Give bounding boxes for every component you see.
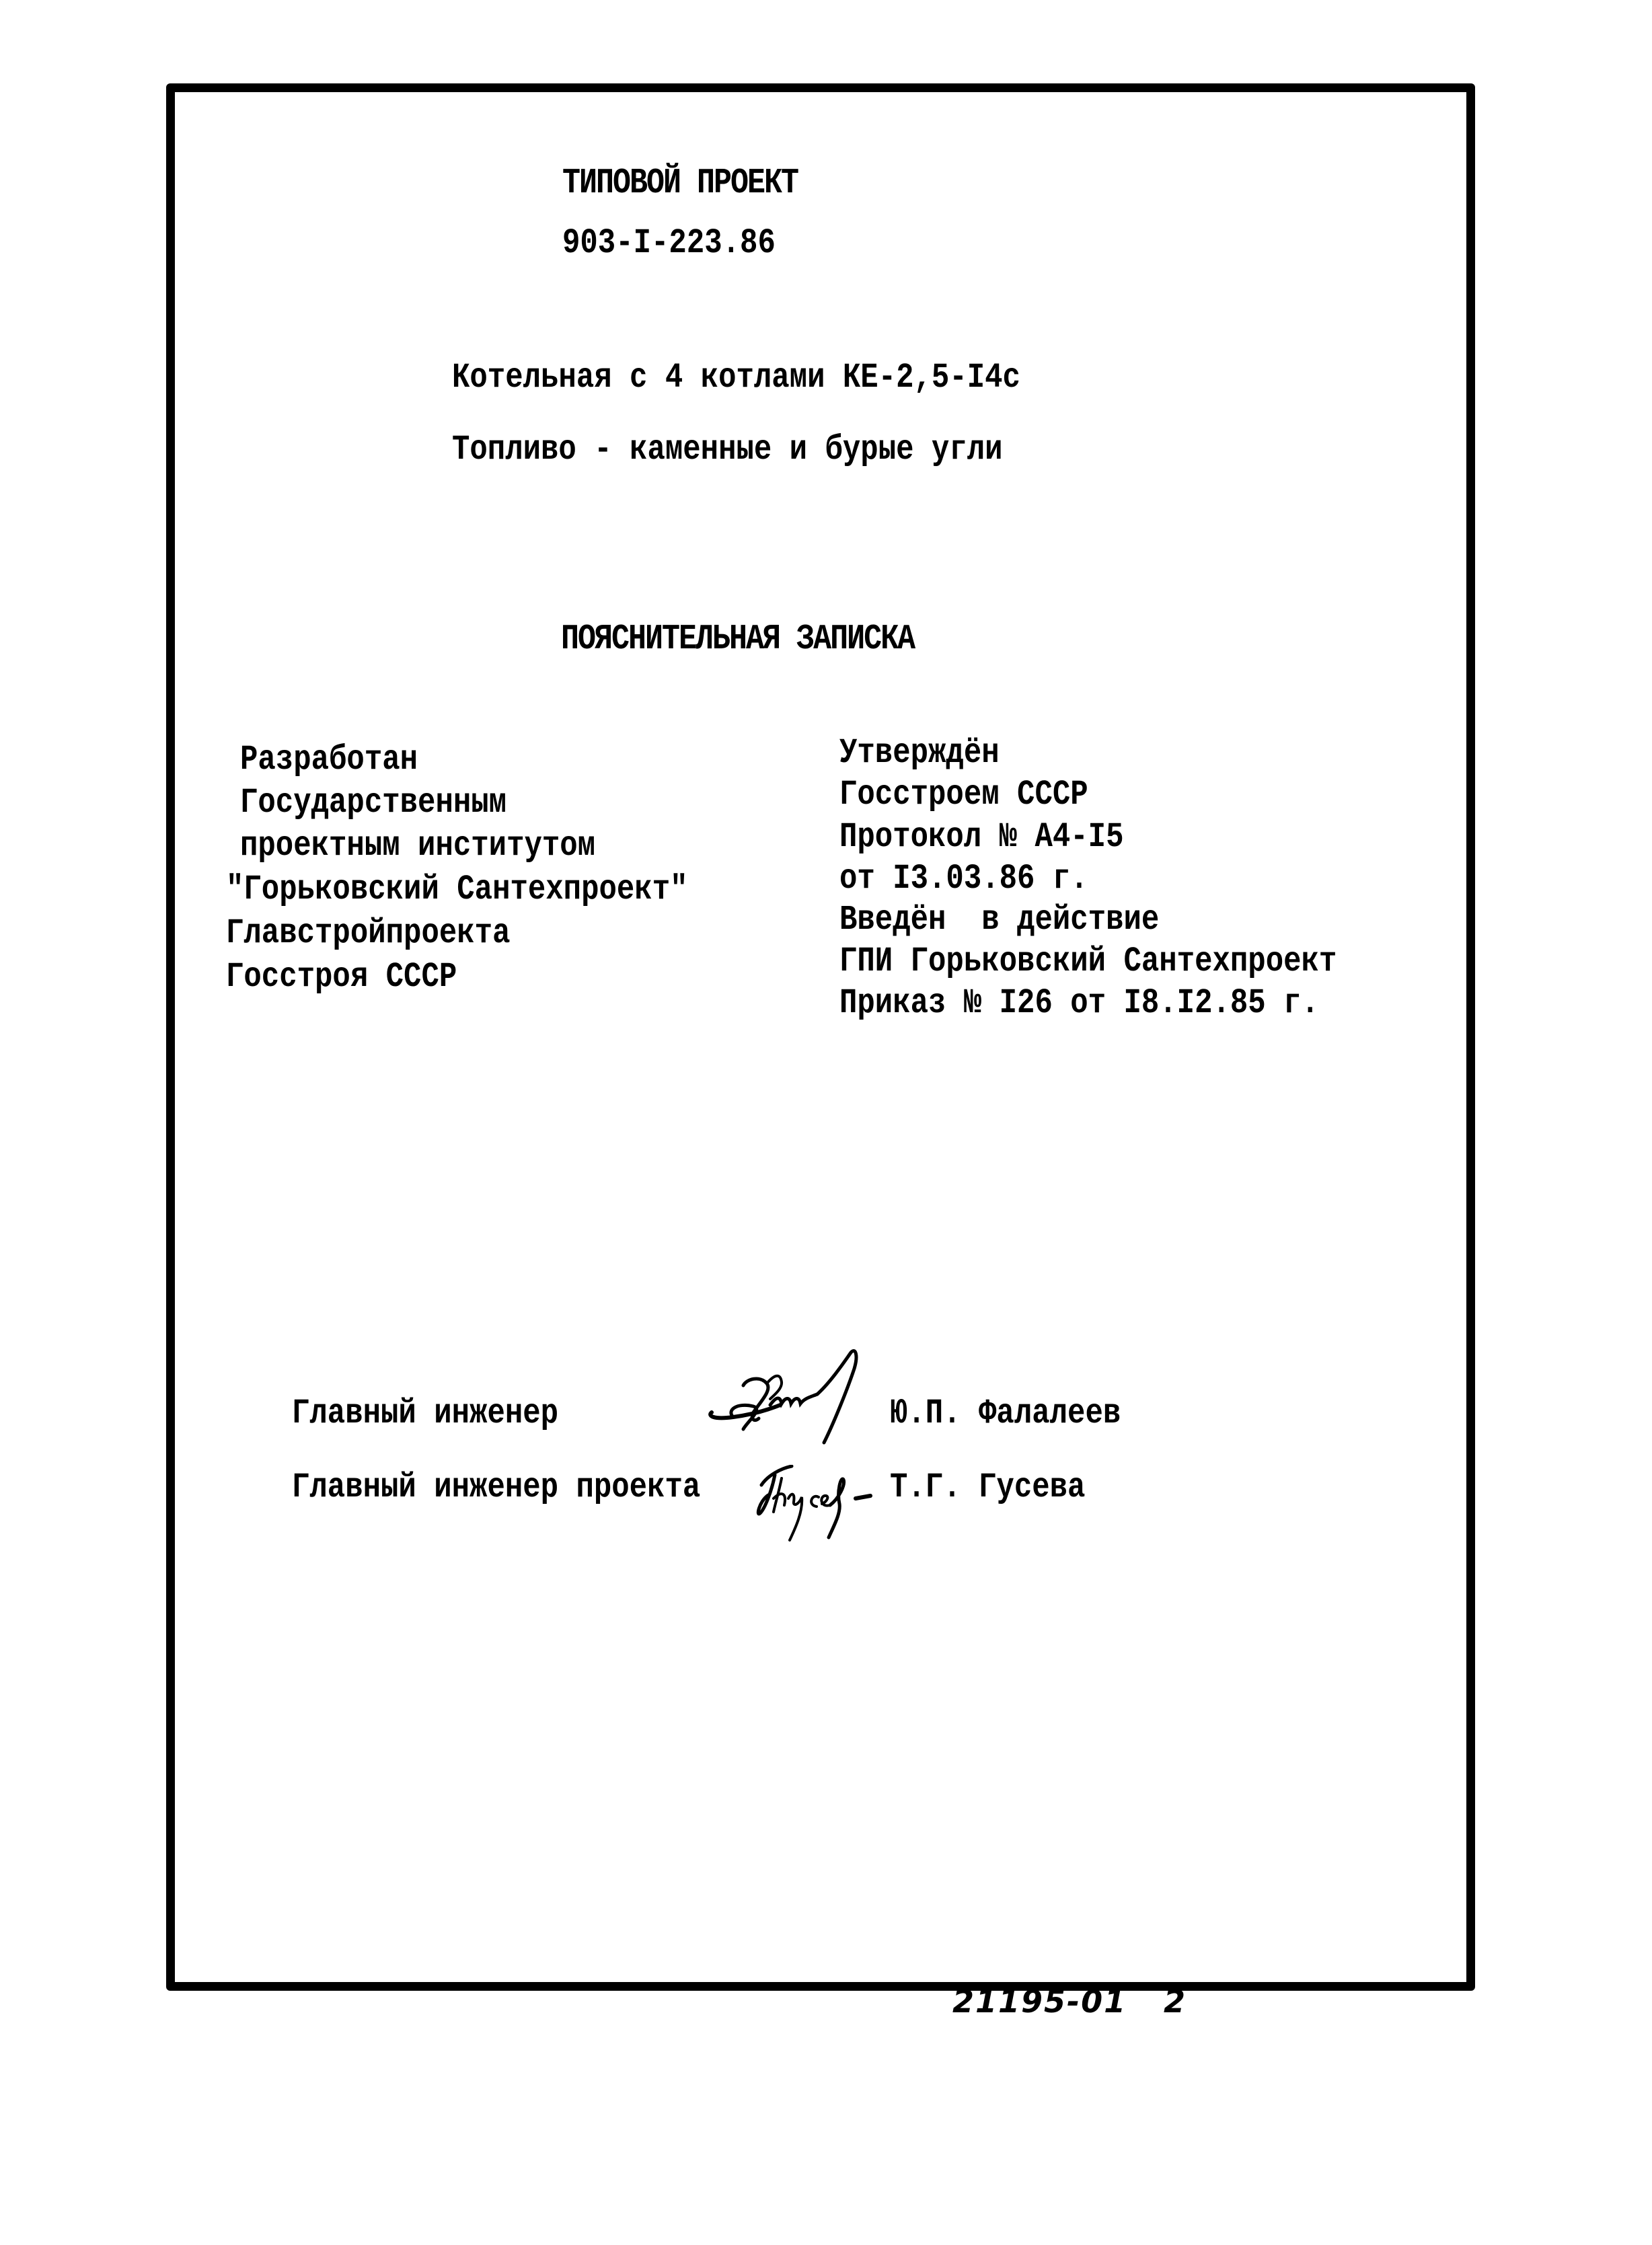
subject-boiler-house: Котельная с 4 котлами КЕ-2,5-I4с: [452, 358, 1020, 398]
signature-role-chief-engineer: Главный инженер: [292, 1394, 559, 1434]
subject-fuel: Топливо - каменные и бурые угли: [452, 430, 1003, 470]
project-number: 903-I-223.86: [562, 223, 776, 264]
approved-by-line: Утверждён: [839, 733, 1000, 773]
approved-by-line: ГПИ Горьковский Сантехпроект: [839, 942, 1337, 982]
page-number: 2: [1164, 1983, 1187, 2020]
document-series-title: ТИПОВОЙ ПРОЕКТ: [562, 163, 798, 204]
handwritten-signature-1: [706, 1348, 868, 1449]
developed-by-line: Разработан: [240, 740, 418, 780]
approved-by-line: от I3.03.86 г.: [839, 859, 1088, 899]
signature-name-guseva: Т.Г. Гусева: [890, 1468, 1086, 1508]
approved-by-line: Введён в действие: [839, 900, 1160, 940]
developed-by-line: Главстройпроекта: [226, 913, 511, 954]
handwritten-signature-2: [755, 1465, 879, 1542]
developed-by-line: проектным институтом: [240, 826, 596, 866]
signature-role-chief-project-engineer: Главный инженер проекта: [292, 1468, 701, 1508]
approved-by-line: Госстроем СССР: [839, 775, 1088, 815]
inventory-number: 21195-01: [952, 1983, 1127, 2020]
approved-by-line: Протокол № А4-I5: [839, 817, 1124, 858]
developed-by-line: Госстроя СССР: [226, 957, 457, 997]
approved-by-line: Приказ № I26 от I8.I2.85 г.: [839, 983, 1319, 1024]
signature-name-falaleev: Ю.П. Фалалеев: [890, 1394, 1121, 1434]
document-type-heading: ПОЯСНИТЕЛЬНАЯ ЗАПИСКА: [561, 619, 915, 660]
developed-by-line: "Горьковский Сантехпроект": [226, 870, 688, 910]
developed-by-line: Государственным: [240, 783, 507, 823]
